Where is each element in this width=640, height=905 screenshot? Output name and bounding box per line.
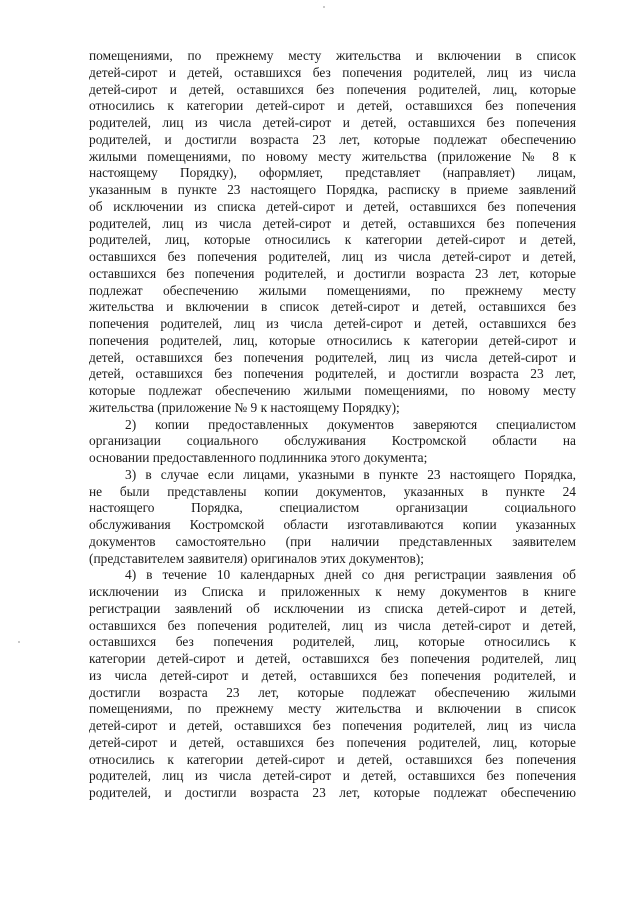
text-line: 4) в течение 10 календарных дней со дня регистрации заявления об [125,567,576,583]
text-line: категории детей-сирот и детей, оставшихся без попечения родителей, лиц [89,651,576,666]
text-line: жительства и включении в список детей-сирот и детей, оставшихся без [89,299,576,315]
text-line: помещениями, по прежнему месту жительства и включении в список [89,701,576,717]
text-line: родителей, и достигли возраста 23 лет, которые подлежат обеспечению [89,785,576,800]
text-line: родителей, и достигли возраста 23 лет, которые подлежат обеспечению [89,131,576,147]
text-line: родителей, лиц из числа детей-сирот и детей, оставшихся без попечения [89,115,576,130]
text-line: настоящему Порядку), оформляет, представляет (направляет) лицам, [89,165,576,181]
text-line: не были представлены копии документов, указанных в пункте 24 [89,483,576,499]
text-line: попечения родителей, лиц из числа детей-сирот и детей, оставшихся без [89,316,576,331]
text-line: детей-сирот и детей, оставшихся без попечения родителей, лиц из числа [89,718,576,733]
text-line: родителей, лиц из числа детей-сирот и детей, оставшихся без попечения [89,215,576,231]
text-line: из числа детей-сирот и детей, оставшихся без попечения родителей, и [89,667,576,683]
text-line: оставшихся без попечения родителей, лиц, которые относились к [89,634,576,650]
text-line: жительства (приложение № 9 к настоящему Порядку); [89,399,400,415]
document-body-text [89,48,576,802]
text-line: детей, оставшихся без попечения родителей, лиц из числа детей-сирот и [89,349,576,365]
text-line: организации социального обслуживания Костромской области на [89,433,576,449]
text-line: оставшихся без попечения родителей, и достигли возраста 23 лет, которые [89,265,576,281]
text-line: регистрации заявлений об исключении из списка детей-сирот и детей, [89,600,576,616]
text-line: (представителем заявителя) оригиналов этих документов); [89,550,424,566]
text-line: детей-сирот и детей, оставшихся без попечения родителей, лиц из числа [89,64,576,80]
text-line: относились к категории детей-сирот и детей, оставшихся без попечения [89,751,576,767]
text-line: попечения родителей, лиц, которые относились к категории детей-сирот и [89,332,576,348]
text-line: настоящего Порядка, специалистом организации социального [89,500,576,516]
text-line: 3) в случае если лицами, указными в пункте 23 настоящего Порядка, [125,466,576,482]
text-line: детей-сирот и детей, оставшихся без попечения родителей, лиц, которые [89,81,576,97]
text-line: указанным в пункте 23 настоящего Порядка, расписку в приеме заявлений [89,182,576,197]
text-line: документов самостоятельно (при наличии представленных заявителем [89,533,576,549]
text-line: исключении из Списка и приложенных к нему документов в книге [89,584,576,599]
text-line: жилыми помещениями, по новому месту жительства (приложение № 8 к [89,148,576,164]
text-line: подлежат обеспечению жилыми помещениями, по прежнему месту [89,282,576,298]
text-line: оставшихся без попечения родителей, лиц из числа детей-сирот и детей, [89,249,576,264]
text-line: которые подлежат обеспечению жилыми помещениями, по новому месту [89,383,576,398]
text-line: обслуживания Костромской области изготавливаются копии указанных [89,517,576,532]
text-line: детей-сирот и детей, оставшихся без попечения родителей, лиц, которые [89,734,576,750]
text-line: 2) копии предоставленных документов заверяются специалистом [125,416,576,432]
scan-speck [18,641,20,643]
text-line: достигли возраста 23 лет, которые подлежат обеспечению жилыми [89,684,576,700]
text-line: родителей, лиц из числа детей-сирот и детей, оставшихся без попечения [89,768,576,784]
text-line: основании предоставленного подлинника этого документа; [89,450,428,465]
scan-speck [323,6,325,8]
text-line: помещениями, по прежнему месту жительства и включении в список [89,48,576,63]
text-line: родителей, лиц, которые относились к категории детей-сирот и детей, [89,232,576,248]
text-line: оставшихся без попечения родителей, лиц из числа детей-сирот и детей, [89,617,576,633]
text-line: относились к категории детей-сирот и детей, оставшихся без попечения [89,98,576,114]
text-line: об исключении из списка детей-сирот и детей, оставшихся без попечения [89,198,576,214]
text-line: детей, оставшихся без попечения родителей, и достигли возраста 23 лет, [89,366,576,382]
